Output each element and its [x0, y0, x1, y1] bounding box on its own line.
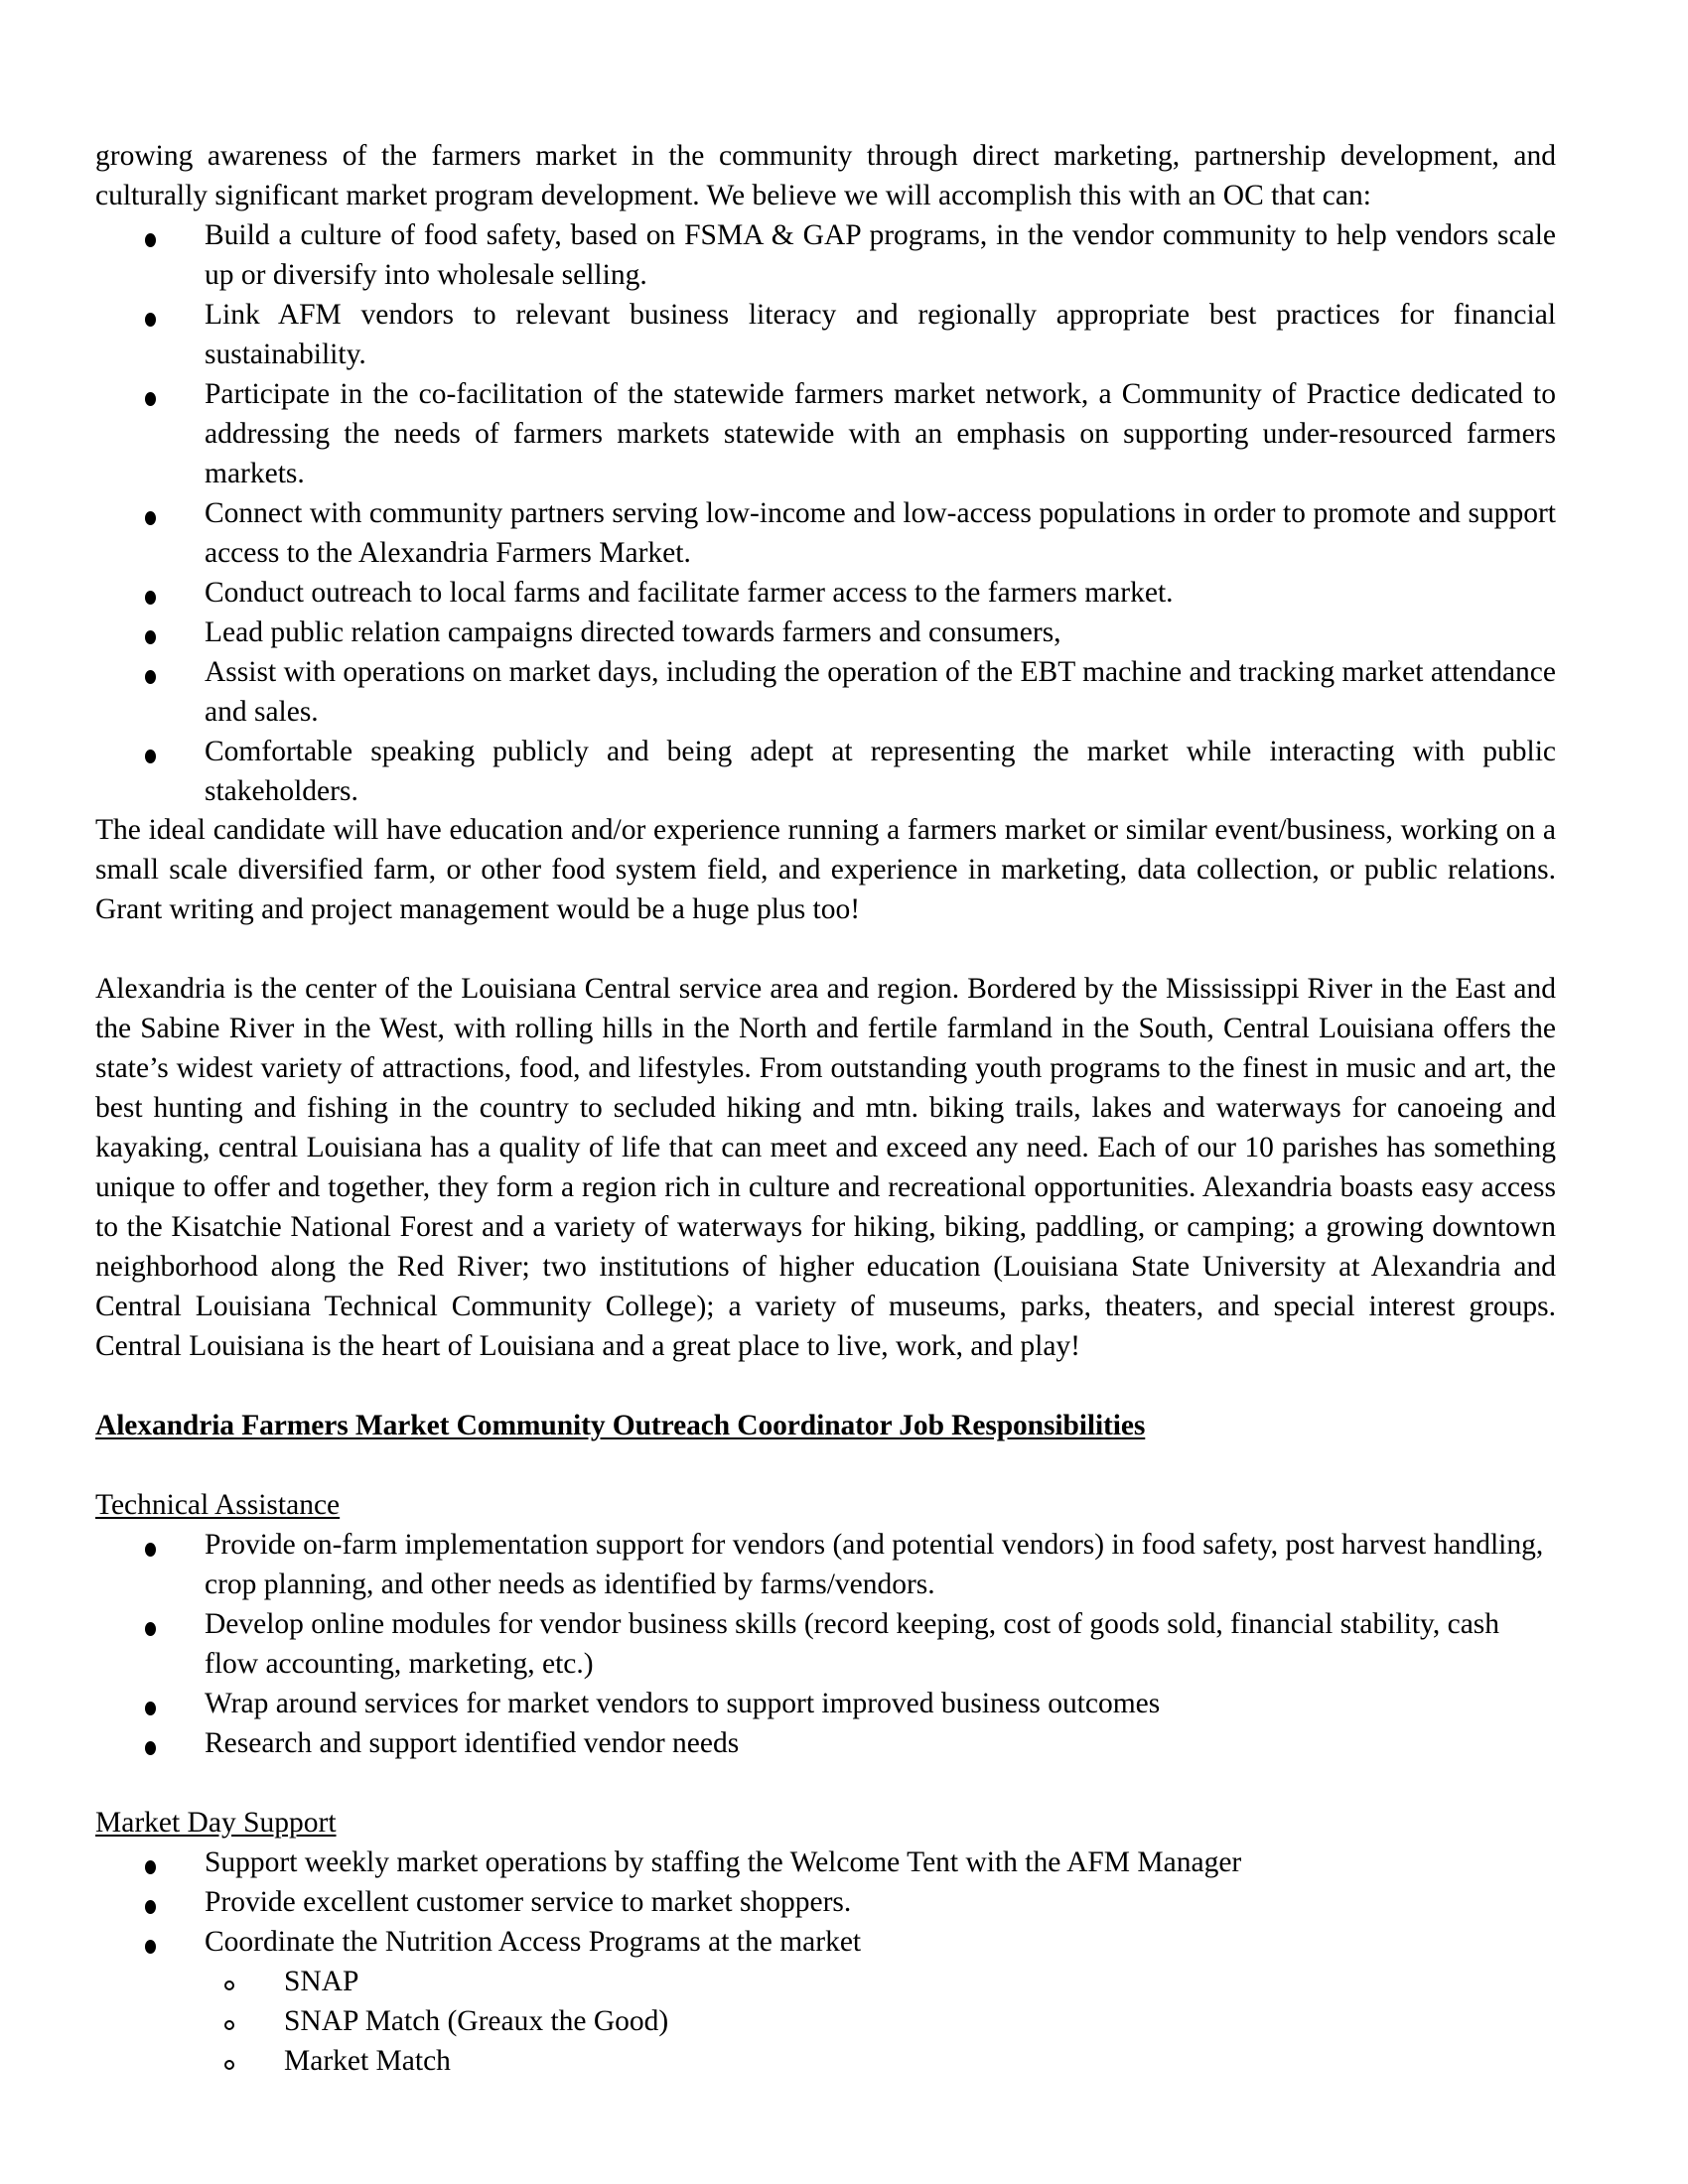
section-heading-market-day-support: Market Day Support: [95, 1806, 337, 1839]
list-item: Lead public relation campaigns directed towards farmers and consumers,: [95, 614, 1556, 653]
list-item: SNAP Match (Greaux the Good): [95, 2002, 1556, 2042]
list-item: Coordinate the Nutrition Access Programs at the market: [95, 1923, 1556, 1963]
list-item: SNAP: [95, 1963, 1556, 2002]
market-day-support-bullet-list: [95, 1843, 1556, 1963]
heading-spacer: [95, 1446, 1556, 1486]
section-spacer: [95, 1764, 1556, 1804]
list-item: Provide excellent customer service to market shoppers.: [95, 1883, 1556, 1923]
paragraph-spacer: [95, 930, 1556, 970]
responsibilities-heading: Alexandria Farmers Market Community Outreach Coordinator Job Responsibilities: [95, 1410, 1146, 1442]
list-item: Support weekly market operations by staffing the Welcome Tent with the AFM Manager: [95, 1843, 1556, 1883]
list-item: Provide on-farm implementation support for vendors (and potential vendors) in food safety, post harvest handling, crop planning, and other needs as identified by farms/vendors.: [95, 1526, 1556, 1605]
list-item: Connect with community partners serving low-income and low-access populations in order to promote and support access to the Alexandria Farmers Market.: [95, 494, 1556, 574]
list-item: Assist with operations on market days, including the operation of the EBT machine and tracking market attendance and sales.: [95, 653, 1556, 733]
intro-paragraph: growing awareness of the farmers market in the community through direct marketing, partnership development, and culturally significant market program development. We believe we will accomplish this with an OC that can:: [95, 140, 1556, 211]
nutrition-access-sub-list: [95, 1963, 1556, 2082]
ideal-candidate-paragraph: The ideal candidate will have education and/or experience running a farmers market or similar event/business, working on a small scale diversified farm, or other food system field, and experience in marketing, data collection, or public relations. Grant writing and project management would be a huge plus too!: [95, 814, 1556, 926]
document-body: [95, 137, 1556, 2082]
list-item: Wrap around services for market vendors to support improved business outcomes: [95, 1685, 1556, 1724]
alexandria-region-paragraph: Alexandria is the center of the Louisiana Central service area and region. Bordered by the Mississippi River in the East and the Sabine River in the West, with rolling hills in the North and fertile farmland in the South, Central Louisiana offers the state’s widest variety of attractions, food, and lifestyles. From outstanding youth programs to the finest in music and art, the best hunting and fishing in the country to secluded hiking and mtn. biking trails, lakes and waterways for canoeing and kayaking, central Louisiana has a quality of life that can meet and exceed any need. Each of our 10 parishes has something unique to offer and together, they form a region rich in culture and recreational opportunities. Alexandria boasts easy access to the Kisatchie National Forest and a variety of waterways for hiking, biking, paddling, or camping; a growing downtown neighborhood along the Red River; two institutions of higher education (Louisiana State University at Alexandria and Central Louisiana Technical Community College); a variety of museums, parks, theaters, and special interest groups. Central Louisiana is the heart of Louisiana and a great place to live, work, and play!: [95, 973, 1556, 1363]
list-item: Build a culture of food safety, based on FSMA & GAP programs, in the vendor community to help vendors scale up or diversify into wholesale selling.: [95, 216, 1556, 296]
list-item: Develop online modules for vendor business skills (record keeping, cost of goods sold, financial stability, cash flow accounting, marketing, etc.): [95, 1605, 1556, 1685]
qualification-bullet-list: [95, 216, 1556, 812]
technical-assistance-bullet-list: [95, 1526, 1556, 1764]
paragraph-spacer: [95, 1367, 1556, 1407]
list-item: Market Match: [95, 2042, 1556, 2082]
list-item: Participate in the co-facilitation of the statewide farmers market network, a Community of Practice dedicated to addressing the needs of farmers markets statewide with an emphasis on supporting under-resourced farmers markets.: [95, 375, 1556, 494]
list-item: Link AFM vendors to relevant business literacy and regionally appropriate best practices for financial sustainability.: [95, 296, 1556, 375]
list-item: Comfortable speaking publicly and being adept at representing the market while interacting with public stakeholders.: [95, 733, 1556, 812]
section-heading-technical-assistance: Technical Assistance: [95, 1489, 341, 1522]
list-item: Research and support identified vendor needs: [95, 1724, 1556, 1764]
list-item: Conduct outreach to local farms and facilitate farmer access to the farmers market.: [95, 574, 1556, 614]
